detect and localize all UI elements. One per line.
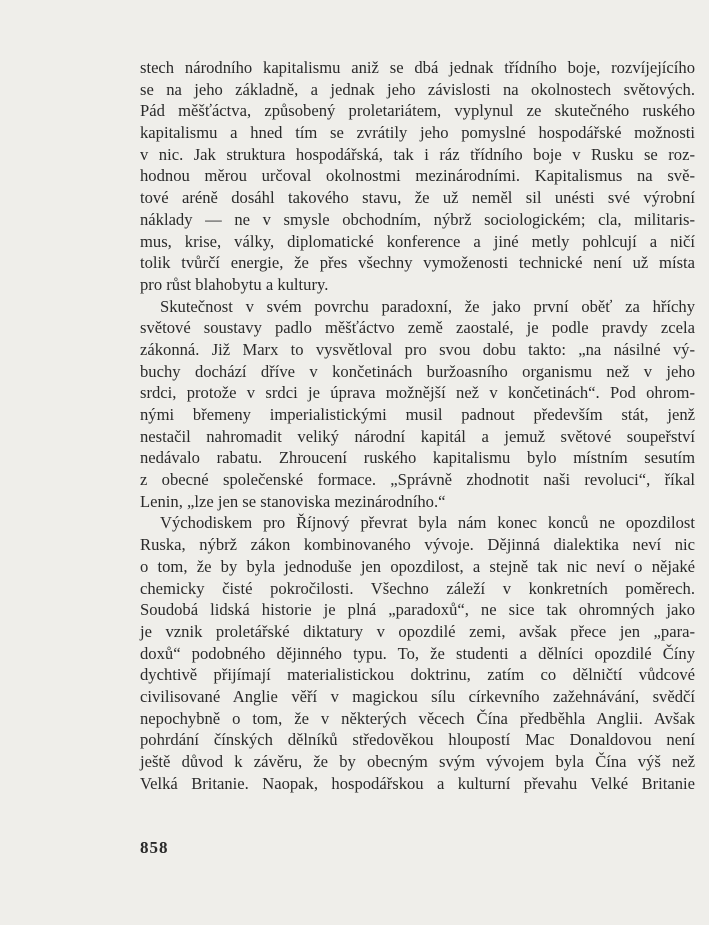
text-line: nými břemeny imperialistickými musil padnout především stát, jenž — [140, 405, 695, 424]
text-line: chemicky čisté pokročilosti. Všechno záleží v konkretních poměrech. — [140, 578, 695, 598]
text-line: buchy dochází dříve v končetinách buržoasního organismu než v jeho — [140, 361, 695, 381]
page-number: 858 — [140, 838, 169, 857]
text-line: Pád měšťáctva, způsobený proletariátem, vyplynul ze skutečného ruského — [140, 101, 695, 121]
text-line: nestačil nahromadit veliký národní kapitál a jemuž světové soupeřství — [140, 426, 695, 446]
text-line: stech národního kapitalismu aniž se dbá jednak třídního boje, rozvíjejícího — [140, 58, 695, 77]
paragraph — [140, 512, 695, 794]
text-line: v nic. Jak struktura hospodářská, tak i ráz třídního boje v Rusku se roz- — [140, 144, 695, 164]
text-line: tolik tvůrčí energie, že přes všechny vymoženosti technické není už místa — [140, 253, 695, 273]
text-line: ještě důvod k závěru, že by obecným svým vývojem byla Čína výš než — [140, 752, 695, 771]
text-line: Lenin, „lze jen se stanoviska mezinárodního.“ — [140, 491, 446, 511]
text-line: srdci, protože v srdci je úprava možnější než v končetinách“. Pod ohrom- — [140, 383, 695, 403]
text-line: světové soustavy padlo měšťáctvo země zaostalé, je podle pravdy zcela — [140, 318, 695, 338]
text-line: kapitalismu a hned tím se zvrátily jeho pomyslné hospodářské možnosti — [140, 123, 695, 143]
text-line: se na jeho základně, a jednak jeho závislosti na okolnostech světových. — [140, 79, 695, 99]
text-line: doxů“ podobného dějinného typu. To, že studenti a dělníci opozdilé Číny — [140, 643, 695, 663]
text-line: nepochybně o tom, že v některých věcech Čína předběhla Anglii. Avšak — [140, 708, 695, 728]
text-line: o tom, že by byla jednoduše jen opozdilost, a stejně tak nic neví o nějaké — [140, 556, 695, 576]
body-text — [140, 57, 695, 794]
text-line: tové aréně dosáhl takového stavu, že už neměl sil unésti své výrobní — [140, 188, 695, 208]
paragraph — [140, 57, 695, 296]
text-line: Skutečnost v svém povrchu paradoxní, že jako první oběť za hříchy — [160, 296, 695, 316]
text-line: mus, krise, války, diplomatické konference a jiné metly pohlcují a ničí — [140, 231, 695, 251]
text-line: z obecné společenské formace. „Správně zhodnotit naši revoluci“, říkal — [140, 470, 695, 490]
text-line: zákonná. Již Marx to vysvětloval pro svou dobu takto: „na násilné vý- — [140, 339, 695, 359]
text-line: Ruska, nýbrž zákon kombinovaného vývoje. Dějinná dialektika neví nic — [140, 535, 695, 555]
text-line: je vznik proletářské diktatury v opozdilé zemi, avšak přece jen „para- — [140, 621, 695, 641]
text-line: pohrdání čínských dělníků středověkou hloupostí Mac Donaldovou není — [140, 730, 695, 750]
text-line: náklady — ne v smysle obchodním, nýbrž sociologickém; cla, militaris- — [140, 209, 695, 229]
text-line: hodnou měrou určoval okolnostmi mezinárodními. Kapitalismus na svě- — [140, 166, 695, 186]
text-line: Velká Britanie. Naopak, hospodářskou a kulturní převahu Velké Britanie — [140, 773, 695, 793]
text-line: dychtivě přijímají materialistickou doktrinu, zatím co dělničtí vůdcové — [140, 665, 695, 685]
paragraph — [140, 296, 695, 513]
text-line: Východiskem pro Říjnový převrat byla nám konec konců ne opozdilost — [160, 513, 695, 533]
text-line: Soudobá lidská historie je plná „paradoxů“, ne sice tak ohromných jako — [140, 600, 695, 620]
text-line: nedávalo rabatu. Zhroucení ruského kapitalismu bylo místním sesutím — [140, 448, 695, 468]
text-line: civilisované Anglie věří v magickou sílu církevního zažehnávání, svědčí — [140, 686, 695, 706]
text-line: pro růst blahobytu a kultury. — [140, 274, 329, 294]
